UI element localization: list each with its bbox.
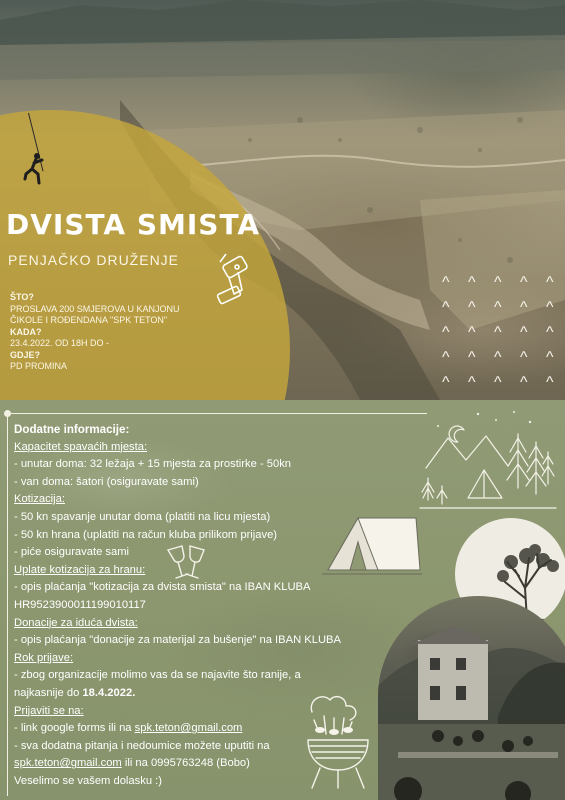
capacity-line: - unutar doma: 32 ležaja + 15 mjesta za prostirke - 50kn (14, 458, 292, 471)
deadline-label: Rok prijave: (14, 651, 74, 664)
fee-line: - 50 kn hrana (uplatiti na račun kluba prilikom prijave) (14, 528, 278, 541)
closing-text: Veselimo se vašem dolasku :) (14, 774, 162, 787)
when-label: KADA? (10, 326, 42, 337)
capacity-label: Kapacitet spavaćih mjesta: (14, 440, 148, 453)
what-label: ŠTO? (10, 292, 34, 302)
donations-label: Donacije za iduća dvista: (14, 616, 138, 629)
forest-tent-icon (418, 408, 558, 520)
fee-line: - 50 kn spavanje unutar doma (platiti na licu mjesta) (14, 510, 271, 523)
details-section (0, 400, 565, 800)
payment-label: Uplate kotizacija za hranu: (14, 563, 146, 576)
register-line: - sva dodatna pitanja i nedoumice možete uputiti na (14, 739, 270, 752)
fee-line: - piće osiguravate sami (14, 546, 130, 559)
deadline-prefix: najkasnije do (14, 686, 83, 699)
fee-label: Kotizacija: (14, 493, 65, 506)
where-label: GDJE? (10, 349, 41, 360)
house-scene-illustration (378, 596, 565, 800)
chevron-pattern-icon: ^ ^ ^ ^ ^ ^ ^ ^ ^ ^ ^ ^ ^ ^ ^ ^ ^ ^ ^ ^ ^ ^ ^ ^ ^ (442, 274, 554, 391)
bbq-grill-icon (300, 690, 376, 790)
event-subtitle: PENJAČKO DRUŽENJE (8, 252, 180, 268)
deadline-line: - zbog organizacije molimo vas da se najavite što ranije, a (14, 669, 301, 682)
event-title: DVISTA SMISTA (6, 208, 261, 241)
email-link[interactable]: spk.teton@gmail.com (134, 722, 243, 735)
wine-glasses-icon (164, 544, 208, 584)
deadline-date: 18.4.2022. (82, 686, 136, 699)
where-text: PD PROMINA (10, 361, 68, 371)
donations-line: - opis plaćanja "donacije za materijal za bušenje" na IBAN KLUBA (14, 634, 341, 647)
register-prefix: - link google forms ili na (14, 722, 135, 735)
details-heading: Dodatne informacije: (14, 423, 130, 436)
capacity-line: - van doma: šatori (osiguravate sami) (14, 475, 199, 488)
phone-text: ili na 0995763248 (Bobo) (121, 757, 250, 770)
divider-line (7, 413, 427, 414)
climber-icon (22, 152, 50, 186)
what-text: PROSLAVA 200 SMJEROVA U KANJONU ČIKOLE I ROĐENDANA "SPK TETON" (10, 303, 180, 325)
email-link-2[interactable]: spk.teton@gmail.com (14, 757, 122, 770)
event-info-block (10, 292, 210, 373)
drill-icon (212, 250, 256, 306)
when-text: 23.4.2022. OD 18H DO - (10, 338, 110, 348)
divider-dot (4, 410, 11, 417)
house-photo (378, 596, 565, 800)
register-label: Prijaviti se na: (14, 704, 84, 717)
divider-vertical-line (7, 413, 8, 796)
iban-text: HR9523900011199010117 (14, 598, 146, 611)
payment-line: - opis plaćanja "kotizacija za dvista smista" na IBAN KLUBA (14, 581, 311, 594)
tent-icon (320, 512, 424, 578)
